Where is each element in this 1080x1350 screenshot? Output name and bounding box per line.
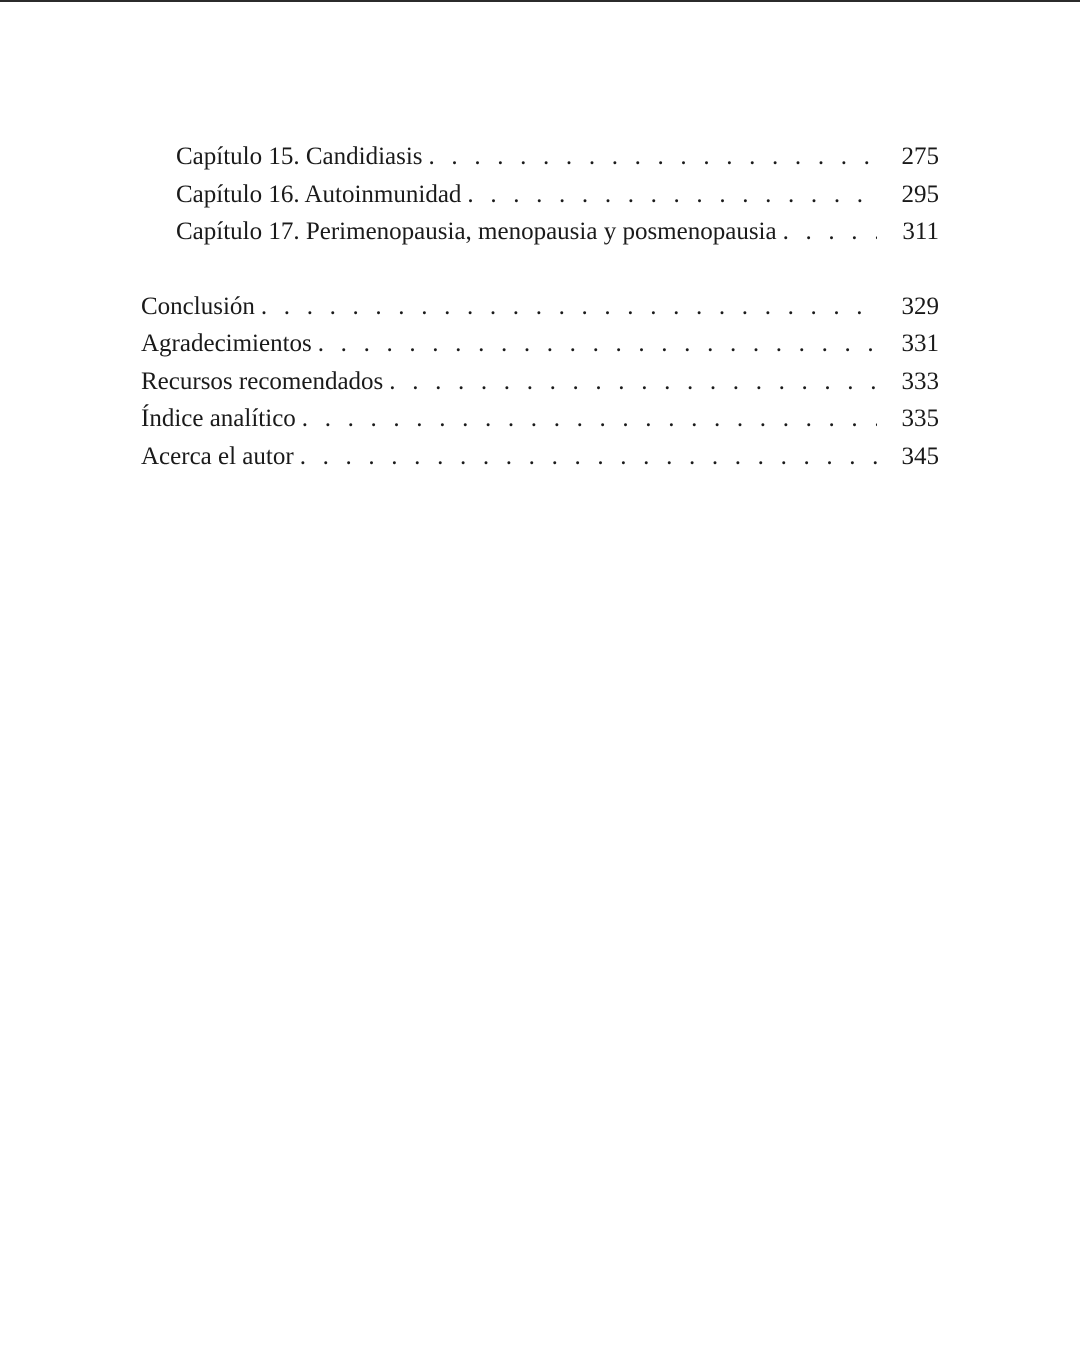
toc-entry-chapter-16[interactable] (176, 176, 939, 214)
toc-entry-page-number: 331 (877, 325, 939, 363)
dot-leader (302, 400, 877, 438)
toc-entry-about-author[interactable] (141, 438, 939, 476)
dot-leader (783, 213, 877, 251)
toc-entry-recommended-resources[interactable] (141, 363, 939, 401)
toc-entry-chapter-15[interactable] (176, 138, 939, 176)
toc-entry-page-number: 275 (877, 138, 939, 176)
toc-entry-conclusion[interactable] (141, 288, 939, 326)
toc-entry-title: Recursos recomendados (141, 363, 389, 401)
dot-leader (261, 288, 877, 326)
page-top-border (0, 0, 1080, 2)
toc-entry-title: Conclusión (141, 288, 261, 326)
toc-entry-title: Capítulo 16. Autoinmunidad (176, 176, 467, 214)
toc-entry-page-number: 311 (877, 213, 939, 251)
backmatter-entries (141, 288, 939, 476)
dot-leader (389, 363, 877, 401)
toc-entry-chapter-17[interactable] (176, 213, 939, 251)
toc-entry-title: Capítulo 17. Perimenopausia, menopausia y posmenopausia (176, 213, 783, 251)
toc-entry-acknowledgements[interactable] (141, 325, 939, 363)
dot-leader (318, 325, 877, 363)
table-of-contents (141, 138, 939, 475)
dot-leader (429, 138, 877, 176)
toc-entry-page-number: 295 (877, 176, 939, 214)
chapter-entries (141, 138, 939, 251)
dot-leader (467, 176, 877, 214)
toc-entry-title: Capítulo 15. Candidiasis (176, 138, 429, 176)
toc-entry-page-number: 333 (877, 363, 939, 401)
toc-entry-page-number: 345 (877, 438, 939, 476)
toc-entry-title: Acerca el autor (141, 438, 300, 476)
dot-leader (300, 438, 877, 476)
toc-entry-page-number: 335 (877, 400, 939, 438)
toc-entry-page-number: 329 (877, 288, 939, 326)
toc-entry-title: Índice analítico (141, 400, 302, 438)
toc-entry-title: Agradecimientos (141, 325, 318, 363)
toc-entry-analytic-index[interactable] (141, 400, 939, 438)
